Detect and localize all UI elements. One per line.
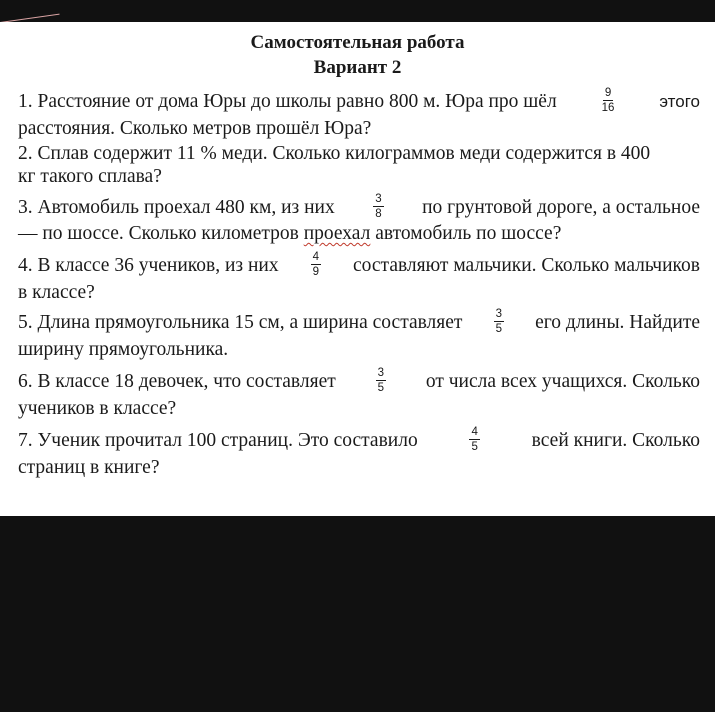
variant-label: Вариант 2 <box>313 57 402 78</box>
problem-7-line-2: страниц в книге? <box>18 457 160 478</box>
fraction-numerator: 9 <box>604 87 612 99</box>
fraction <box>469 426 479 453</box>
fraction-denominator: 5 <box>471 441 478 453</box>
problem-1-line-1 <box>18 88 700 115</box>
problem-4-line-1 <box>18 252 700 279</box>
fraction-denominator: 9 <box>312 266 320 278</box>
fraction-numerator: 3 <box>375 193 382 205</box>
fraction <box>376 367 386 394</box>
fraction-denominator: 16 <box>601 102 615 114</box>
problem-4-line-2: в классе? <box>18 282 95 303</box>
problem-5-line-2: ширину прямоугольника. <box>18 339 229 360</box>
fraction-denominator: 5 <box>495 323 502 335</box>
problem-text: этого <box>659 91 700 111</box>
problem-text: 3. Автомобиль проехал 480 км, из них <box>18 196 335 218</box>
problem-text: автомобиль по шоссе? <box>375 223 562 244</box>
fraction <box>311 251 321 278</box>
problem-1-line-2: расстояния. Сколько метров прошёл Юра? <box>18 118 372 139</box>
problem-5-line-1 <box>18 309 700 336</box>
fraction-denominator: 5 <box>377 382 385 394</box>
worksheet-title: Самостоятельная работа <box>250 32 465 53</box>
worksheet <box>0 22 715 516</box>
problem-text: 1. Расстояние от дома Юры до школы равно 800 м. Юра про шёл <box>18 90 557 112</box>
problem-text: 4. В классе 36 учеников, из них <box>18 254 279 276</box>
problem-text: его длины. Найдите <box>535 311 700 333</box>
fraction <box>600 87 617 114</box>
fraction-denominator: 8 <box>375 208 382 220</box>
problem-text: 5. Длина прямоугольника 15 см, а ширина составляет <box>18 311 463 333</box>
problem-text: 2. Сплав содержит 11 % меди. Сколько килограммов меди содержится в 400 <box>18 143 651 164</box>
problem-2-line-1 <box>18 142 700 166</box>
problem-text: — по шоссе. Сколько километров <box>18 223 299 244</box>
problem-6-line-2: учеников в классе? <box>18 398 177 419</box>
problem-text: по грунтовой дороге, а остальное <box>422 196 700 218</box>
fraction-numerator: 3 <box>495 308 502 320</box>
problem-text: составляют мальчики. Сколько мальчиков <box>353 254 700 276</box>
fraction <box>494 308 504 335</box>
misspelled-word: проехал <box>303 223 371 244</box>
problem-text: 7. Ученик прочитал 100 страниц. Это составило <box>18 429 418 451</box>
fraction-numerator: 3 <box>377 367 385 379</box>
problem-7-line-1 <box>18 427 700 454</box>
problem-6-line-1 <box>18 368 700 395</box>
fraction-numerator: 4 <box>312 251 320 263</box>
problem-text: всей книги. Сколько <box>531 429 700 451</box>
fraction <box>373 193 383 220</box>
problem-3-line-2 <box>18 222 700 246</box>
problem-3-line-1 <box>18 194 700 221</box>
problem-text: 6. В классе 18 девочек, что составляет <box>18 370 336 392</box>
problem-2-line-2: кг такого сплава? <box>18 166 162 187</box>
problem-text: от числа всех учащихся. Сколько <box>425 370 700 392</box>
fraction-numerator: 4 <box>471 426 478 438</box>
